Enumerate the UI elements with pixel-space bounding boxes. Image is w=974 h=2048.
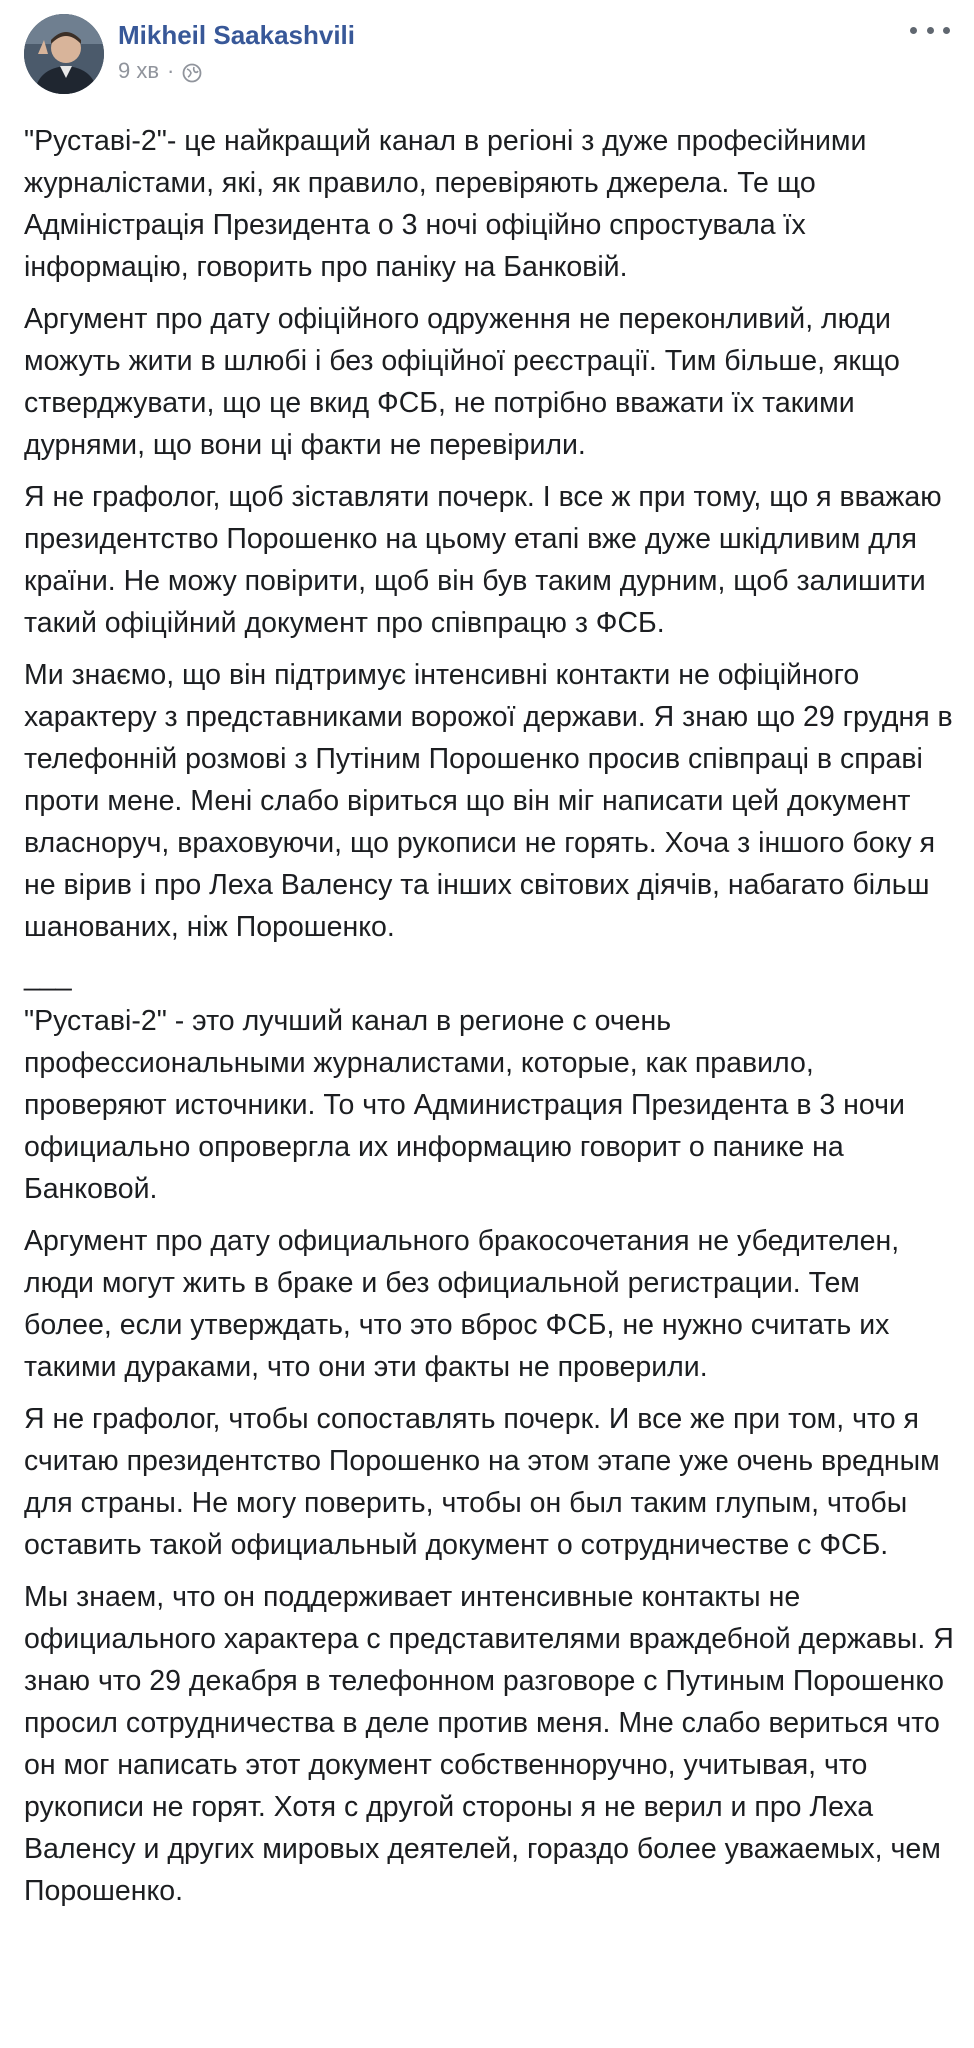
post-meta: [118, 14, 355, 86]
more-dot: [910, 27, 917, 34]
paragraph-ru-2: Аргумент про дату официального бракосочетания не убедителен, люди могут жить в браке и без официальной регистрации. Тем более, если утверждать, что это вброс ФСБ, не нужно считать их такими дураками, что они эти факты не проверили.: [24, 1225, 900, 1383]
paragraph-ru-3: Я не графолог, чтобы сопоставлять почерк. И все же при том, что я считаю президентство Порошенко на этом этапе уже очень вредным для страны. Не могу поверить, чтобы он был таким глупым, чтобы оставить такой официальный документ о сотрудничестве с ФСБ.: [24, 1403, 940, 1561]
more-options-icon[interactable]: [910, 18, 950, 42]
post-subline: [118, 56, 355, 86]
author-avatar[interactable]: [24, 14, 104, 94]
paragraph-ua-3: Я не графолог, щоб зіставляти почерк. І все ж при тому, що я вважаю президентство Порошенко на цьому етапі вже дуже шкідливим для країни. Не можу повірити, щоб він був таким дурним, щоб залишити такий офіційний документ про співпрацю з ФСБ.: [24, 481, 942, 639]
paragraph-ru-1: "Руставі-2" - это лучший канал в регионе с очень профессиональными журналистами, которые, как правило, проверяют источники. То что Администрация Президента в 3 ночи официально опровергла их информацию говорит о панике на Банковой.: [24, 1005, 905, 1205]
more-dot: [943, 27, 950, 34]
language-separator: ___: [24, 960, 72, 992]
post-body: [24, 120, 954, 1912]
paragraph-ua-4: Ми знаємо, що він підтримує інтенсивні контакти не офіційного характеру з представниками ворожої держави. Я знаю що 29 грудня в телефонній розмові з Путіним Порошенко просив співпраці в справі проти мене. Мені слабо віриться що він міг написати цей документ власноруч, враховуючи, що рукописи не горять. Хоча з іншого боку я не вірив і про Леха Валенсу та інших світових діячів, набагато більш шанованих, ніж Порошенко.: [24, 659, 953, 943]
post-timestamp[interactable]: 9 хв: [118, 58, 160, 83]
paragraph-ru-4: Мы знаем, что он поддерживает интенсивные контакты не официального характера с представителями враждебной державы. Я знаю что 29 декабря в телефонном разговоре с Путиным Порошенко просил сотрудничества в деле против меня. Мне слабо вериться что он мог написать этот документ собственноручно, учитывая, что рукописи не горят. Хотя с другой стороны я не верил и про Леха Валенсу и других мировых деятелей, гораздо более уважаемых, чем Порошенко.: [24, 1581, 954, 1907]
paragraph-ua-1: "Руставі-2"- це найкращий канал в регіоні з дуже професійними журналістами, які, як правило, перевіряють джерела. Те що Адміністрація Президента о 3 ночі офіційно спростувала їх інформацію, говорить про паніку на Банковій.: [24, 125, 867, 283]
post-header: [24, 14, 952, 98]
separator-dot: ·: [167, 58, 175, 83]
paragraph-ua-2: Аргумент про дату офіційного одруження не переконливий, люди можуть жити в шлюбі і без офіційної реєстрації. Тим більше, якщо стверджувати, що це вкид ФСБ, не потрібно вважати їх такими дурнями, що вони ці факти не перевірили.: [24, 303, 900, 461]
author-name[interactable]: Mikheil Saakashvili: [118, 20, 356, 50]
globe-icon[interactable]: [182, 61, 202, 81]
avatar-photo: [24, 14, 104, 94]
more-dot: [927, 27, 934, 34]
